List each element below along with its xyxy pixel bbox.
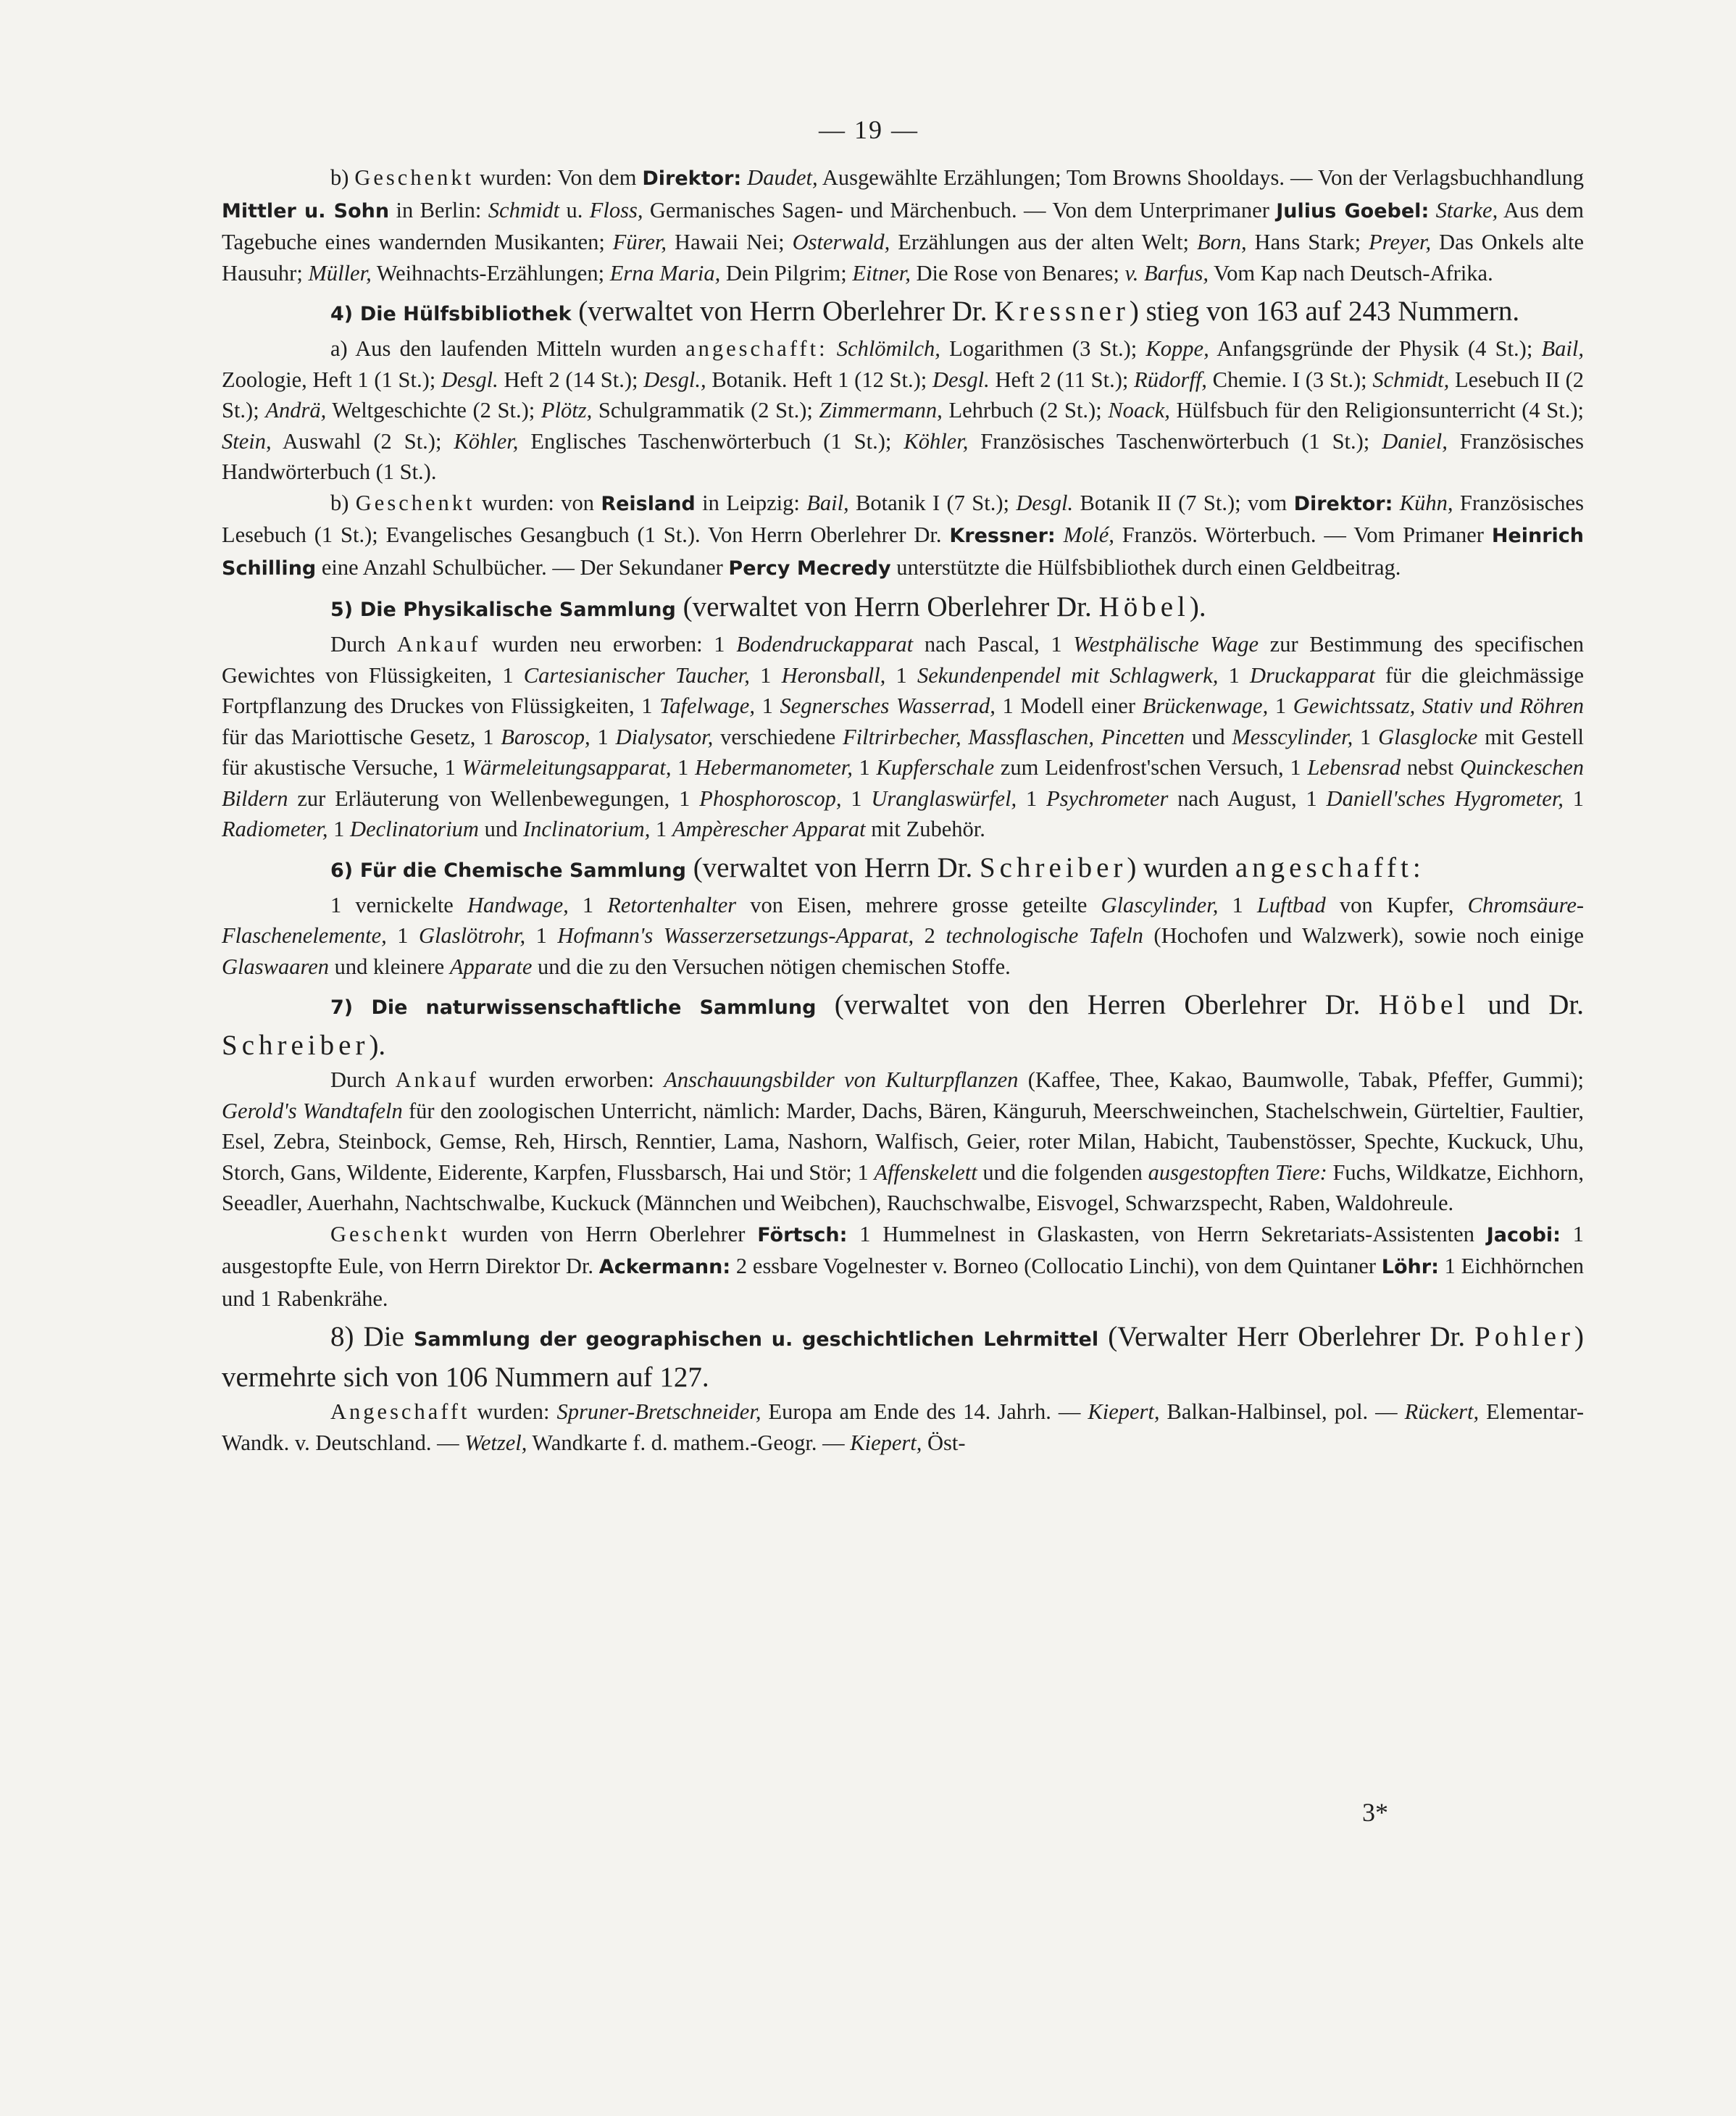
paragraph-chemistry-collection: 1 vernickelte Handwage, 1 Retortenhalter von Eisen, mehrere grosse geteilte Glascylinder, 1 Luftbad von Kupfer, Chromsäure-Flaschenelemente, 1 Glaslötrohr, 1 Hofmann's Wasserzersetzungs-Apparat, 2 technologische Tafeln (Hochofen und Walzwerk), sowie noch einige Glaswaaren und kleinere Apparate und die zu den Versuchen nötigen chemischen Stoffe. xyxy=(222,892,1585,979)
section-heading-5: 5) Die Physikalische Sammlung (verwaltet von Herrn Oberlehrer Dr. Höbel). xyxy=(330,591,1206,622)
paragraph-natural-science-gifts: Geschenkt wurden von Herrn Oberlehrer Förtsch: 1 Hummelnest in Glaskasten, von Herrn Sekretariats-Assistenten Jacobi: 1 ausgestopfte Eule, von Herrn Direktor Dr. Ackermann: 2 essbare Vogelnester v. Borneo (Collocatio Linchi), von dem Quintaner Löhr: 1 Eichhörnchen und 1 Rabenkrähe. xyxy=(222,1221,1585,1311)
paragraph-library-purchases: a) Aus den laufenden Mitteln wurden angeschafft: Schlömilch, Logarithmen (3 St.); Koppe, Anfangsgründe der Physik (4 St.); Bail, Zoologie, Heft 1 (1 St.); Desgl. Heft 2 (14 St.); Desgl., Botanik. Heft 1 (12 St.); Desgl. Heft 2 (11 St.); Rüdorff, Chemie. I (3 St.); Schmidt, Lesebuch II (2 St.); Andrä, Weltgeschichte (2 St.); Plötz, Schulgrammatik (2 St.); Zimmermann, Lehrbuch (2 St.); Noack, Hülfsbuch für den Religionsunterricht (4 St.); Stein, Auswahl (2 St.); Köhler, Englisches Taschenwörterbuch (1 St.); Köhler, Französisches Taschenwörterbuch (1 St.); Daniel, Französisches Handwörterbuch (1 St.). xyxy=(222,336,1584,484)
paragraph-natural-science-purchases: Durch Ankauf wurden erworben: Anschauungsbilder von Kulturpflanzen (Kaffee, Thee, Kakao, Baumwolle, Tabak, Pfeffer, Gummi); Gerold's Wandtafeln für den zoologischen Unterricht, nämlich: Marder, Dachs, Bären, Känguruh, Meerschweinchen, Stachelschwein, Gürteltier, Faultier, Esel, Zebra, Steinbock, Gemse, Reh, Hirsch, Renntier, Lama, Nashorn, Walfisch, Geier, roter Milan, Habicht, Taubenstösser, Spechte, Kuckuck, Uhu, Storch, Gans, Wildente, Eiderente, Karpfen, Flussbarsch, Hai und Stör; 1 Affenskelett und die folgenden ausgestopften Tiere: Fuchs, Wildkatze, Eichhorn, Seeadler, Auerhahn, Nachtschwalbe, Kuckuck (Männchen und Weibchen), Rauchschwalbe, Eisvogel, Schwarzspecht, Raben, Waldohreule. xyxy=(222,1067,1585,1215)
paragraph-library-gifts: b) Geschenkt wurden: von Reisland in Leipzig: Bail, Botanik I (7 St.); Desgl. Botanik II (7 St.); vom Direktor: Kühn, Französisches Lesebuch (1 St.); Evangelisches Gesangbuch (1 St.). Von Herrn Oberlehrer Dr. Kressner: Molé, Französ. Wörterbuch. — Vom Primaner Heinrich Schilling eine Anzahl Schulbücher. — Der Sekundaner Percy Mecredy unterstützte die Hülfsbibliothek durch einen Geldbeitrag. xyxy=(222,490,1584,580)
section-heading-6: 6) Für die Chemische Sammlung (verwaltet von Herrn Dr. Schreiber) wurden angeschafft: xyxy=(330,851,1421,883)
page-number: — 19 — xyxy=(819,115,919,144)
paragraph-physics-collection: Durch Ankauf wurden neu erworben: 1 Bodendruckapparat nach Pascal, 1 Westphälische Wage zur Bestimmung des specifischen Gewichtes von Flüssigkeiten, 1 Cartesianischer Taucher, 1 Heronsball, 1 Sekundenpendel mit Schlagwerk, 1 Druckapparat für die gleichmässige Fortpflanzung des Druckes von Flüssigkeiten, 1 Tafelwage, 1 Segnersches Wasserrad, 1 Modell einer Brückenwage, 1 Gewichtssatz, Stativ und Röhren für das Mariottische Gesetz, 1 Baroscop, 1 Dialysator, verschiedene Filtrirbecher, Massflaschen, Pincetten und Messcylinder, 1 Glasglocke mit Gestell für akustische Versuche, 1 Wärmeleitungsapparat, 1 Hebermanometer, 1 Kupferschale zum Leidenfrost'schen Versuch, 1 Lebensrad nebst Quinckeschen Bildern zur Erläuterung von Wellenbewegungen, 1 Phosphoroscop, 1 Uranglaswürfel, 1 Psychrometer nach August, 1 Daniell'sches Hygrometer, 1 Radiometer, 1 Declinatorium und Inclinatorium, 1 Ampèrescher Apparat mit Zubehör. xyxy=(222,632,1585,841)
section-heading-7: 7) Die naturwissenschaftliche Sammlung (verwaltet von den Herren Oberlehrer Dr. Höbel und Dr. Schreiber). xyxy=(222,989,1585,1061)
section-heading-4: 4) Die Hülfsbibliothek (verwaltet von Herrn Oberlehrer Dr. Kressner) stieg von 163 auf 243 Nummern. xyxy=(330,296,1520,327)
page-content xyxy=(222,162,1584,1458)
section-heading-8: 8) Die Sammlung der geographischen u. geschichtlichen Lehrmittel (Verwalter Herr Oberlehrer Dr. Pohler) vermehrte sich von 106 Nummern auf 127. xyxy=(222,1321,1584,1393)
paragraph-gifts-student-library: b) Geschenkt wurden: Von dem Direktor: Daudet, Ausgewählte Erzählungen; Tom Browns Shooldays. — Von der Verlagsbuchhandlung Mittler u. Sohn in Berlin: Schmidt u. Floss, Germanisches Sagen- und Märchenbuch. — Von dem Unterprimaner Julius Goebel: Starke, Aus dem Tagebuche eines wandernden Musikanten; Fürer, Hawaii Nei; Osterwald, Erzählungen aus der alten Welt; Born, Hans Stark; Preyer, Das Onkels alte Hausuhr; Müller, Weihnachts-Erzählungen; Erna Maria, Dein Pilgrim; Eitner, Die Rose von Benares; v. Barfus, Vom Kap nach Deutsch-Afrika. xyxy=(222,165,1585,286)
paragraph-geography-purchases: Angeschafft wurden: Spruner-Bretschneider, Europa am Ende des 14. Jahrh. — Kiepert, Balkan-Halbinsel, pol. — Rückert, Elementar-Wandk. v. Deutschland. — Wetzel, Wandkarte f. d. mathem.-Geogr. — Kiepert, Öst- xyxy=(222,1399,1584,1455)
signature-mark: 3* xyxy=(1362,1798,1388,1827)
